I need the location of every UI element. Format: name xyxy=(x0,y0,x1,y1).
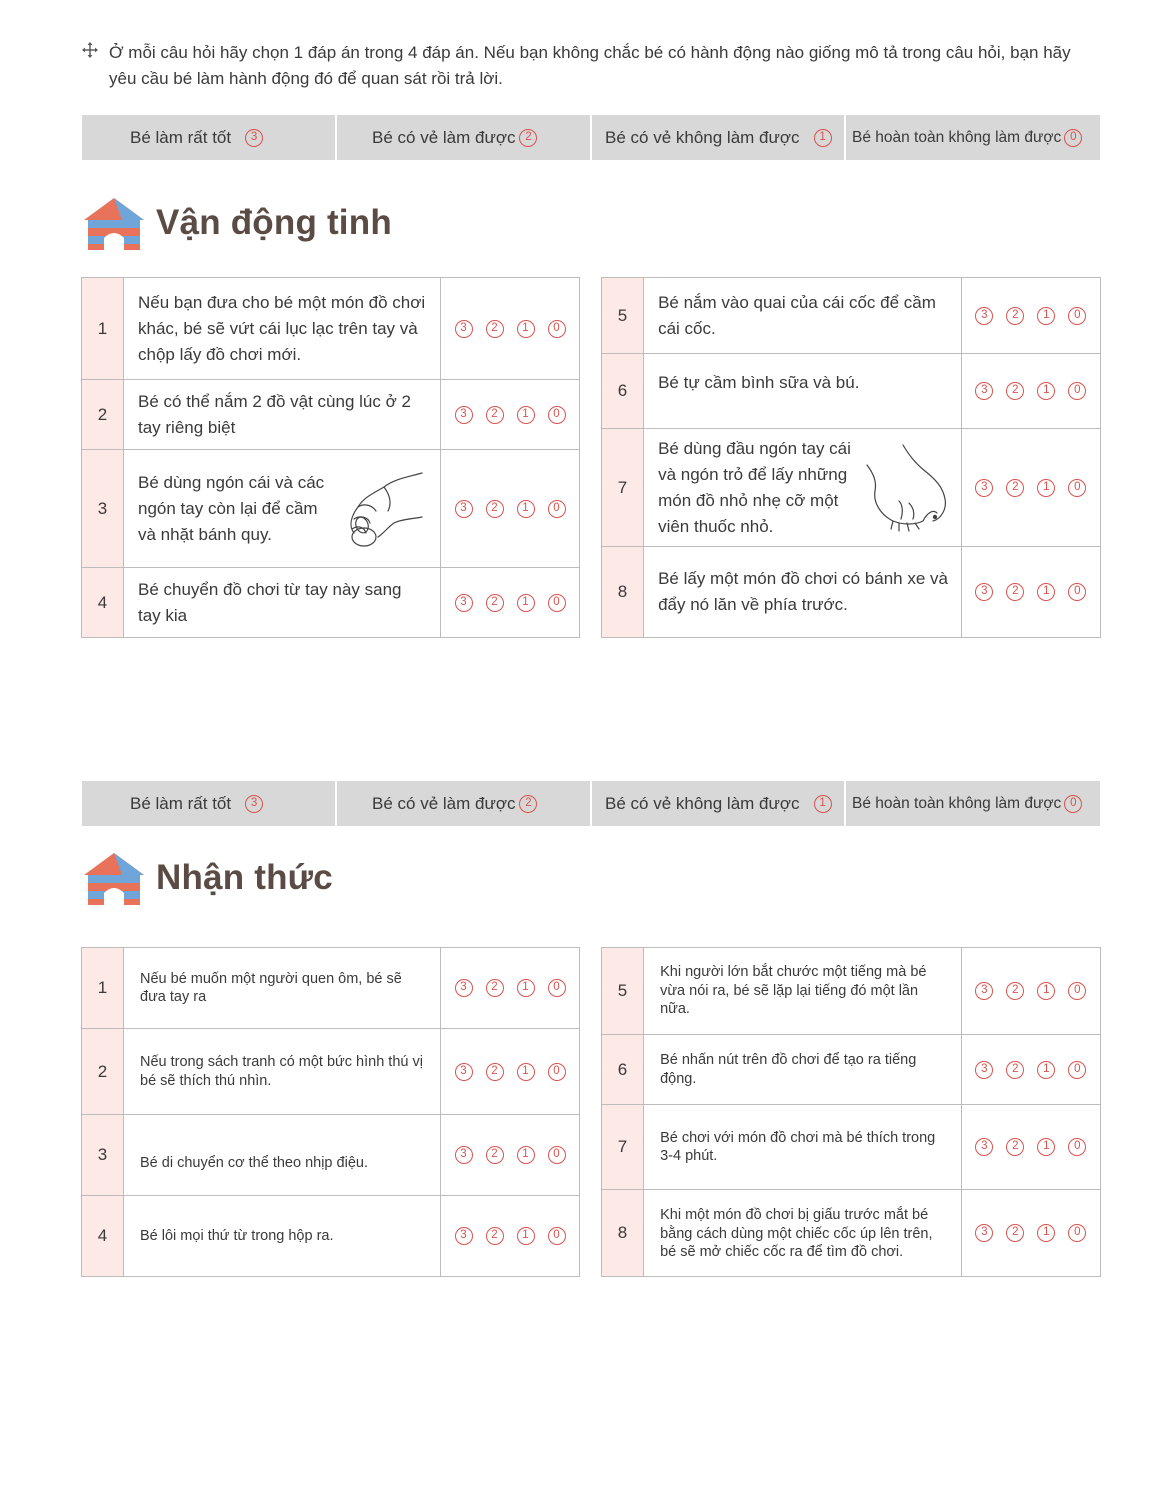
answer-1[interactable]: 1 xyxy=(1037,479,1055,497)
answer-0[interactable]: 0 xyxy=(548,979,566,997)
table-row: 5 Khi người lớn bắt chước một tiếng mà bé vừa nói ra, bé sẽ lặp lại tiếng đó một lần nữa. 3 2 1 0 xyxy=(602,948,1101,1035)
answer-choices xyxy=(961,1105,1100,1190)
answer-1[interactable]: 1 xyxy=(517,1227,535,1245)
table-row: 4 Bé lôi mọi thứ từ trong hộp ra. 3 2 1 0 xyxy=(82,1196,580,1277)
answer-0[interactable]: 0 xyxy=(548,320,566,338)
score-2-icon: 2 xyxy=(519,129,537,147)
answer-choices xyxy=(961,354,1100,429)
answer-choices xyxy=(961,1035,1100,1105)
cognition-table-left xyxy=(81,947,580,1277)
table-row: 3 Bé di chuyển cơ thể theo nhịp điệu. 3 2 1 0 xyxy=(82,1115,580,1196)
table-row: 2 Bé có thể nắm 2 đồ vật cùng lúc ở 2 tay riêng biệt 3 2 1 0 xyxy=(82,380,580,450)
answer-2[interactable]: 2 xyxy=(486,979,504,997)
table-row: 8 Bé lấy một món đồ chơi có bánh xe và đẩy nó lăn về phía trước. 3 2 1 0 xyxy=(602,547,1101,638)
answer-1[interactable]: 1 xyxy=(1037,307,1055,325)
score-1-icon: 1 xyxy=(814,795,832,813)
answer-2[interactable]: 2 xyxy=(1006,1061,1024,1079)
answer-2[interactable]: 2 xyxy=(486,320,504,338)
legend-cannot-do: Bé có vẻ không làm được 1 xyxy=(592,115,844,160)
answer-choices xyxy=(441,1115,580,1196)
answer-0[interactable]: 0 xyxy=(548,1063,566,1081)
answer-1[interactable]: 1 xyxy=(517,979,535,997)
fine-motor-table-left xyxy=(81,277,580,638)
table-row: 6 Bé nhấn nút trên đồ chơi để tạo ra tiếng động. 3 2 1 0 xyxy=(602,1035,1101,1105)
answer-0[interactable]: 0 xyxy=(548,594,566,612)
table-row: 6 Bé tự cầm bình sữa và bú. 3 2 1 0 xyxy=(602,354,1101,429)
legend-very-good: Bé làm rất tốt 3 xyxy=(82,115,335,160)
answer-3[interactable]: 3 xyxy=(455,1063,473,1081)
answer-3[interactable]: 3 xyxy=(455,979,473,997)
cognition-table-right xyxy=(601,947,1101,1277)
intro-text: Ở mỗi câu hỏi hãy chọn 1 đáp án trong 4 đáp án. Nếu bạn không chắc bé có hành động nào giống mô tả trong câu hỏi, bạn hãy yêu cầu bé làm hành động đó để quan sát rồi trả lời. xyxy=(109,43,1071,88)
answer-0[interactable]: 0 xyxy=(1068,583,1086,601)
answer-1[interactable]: 1 xyxy=(517,594,535,612)
house-icon xyxy=(82,196,146,250)
score-legend xyxy=(82,781,1102,826)
answer-1[interactable]: 1 xyxy=(517,320,535,338)
answer-2[interactable]: 2 xyxy=(1006,583,1024,601)
answer-choices xyxy=(441,1196,580,1277)
answer-0[interactable]: 0 xyxy=(1068,1224,1086,1242)
answer-1[interactable]: 1 xyxy=(1037,1224,1055,1242)
legend-can-do: Bé có vẻ làm được 2 xyxy=(337,781,590,826)
answer-1[interactable]: 1 xyxy=(1037,583,1055,601)
table-row: 1 Nếu bạn đưa cho bé một món đồ chơi khác, bé sẽ vứt cái lục lạc trên tay và chộp lấy đồ chơi mới. 3 2 1 0 xyxy=(82,278,580,380)
answer-3[interactable]: 3 xyxy=(975,1224,993,1242)
answer-3[interactable]: 3 xyxy=(975,1138,993,1156)
section-title-text: Nhận thức xyxy=(156,858,333,897)
hand-grasping-icon xyxy=(338,467,428,551)
section-title-fine-motor xyxy=(82,196,392,250)
section-title-cognition xyxy=(82,851,333,905)
score-legend xyxy=(82,115,1102,160)
legend-not-at-all: Bé hoàn toàn không làm được 0 xyxy=(846,781,1100,826)
score-3-icon: 3 xyxy=(245,795,263,813)
table-row: 5 Bé nắm vào quai của cái cốc để cầm cái cốc. 3 2 1 0 xyxy=(602,278,1101,354)
answer-1[interactable]: 1 xyxy=(1037,382,1055,400)
table-row: 7 Bé chơi với món đồ chơi mà bé thích trong 3-4 phút. 3 2 1 0 xyxy=(602,1105,1101,1190)
answer-0[interactable]: 0 xyxy=(1068,479,1086,497)
answer-3[interactable]: 3 xyxy=(975,382,993,400)
answer-3[interactable]: 3 xyxy=(455,500,473,518)
answer-2[interactable]: 2 xyxy=(486,1146,504,1164)
table-row: 8 Khi một món đồ chơi bị giấu trước mắt bé bằng cách dùng một chiếc cốc úp lên trên, bé sẽ mở chiếc cốc ra để tìm đồ chơi. 3 2 1 0 xyxy=(602,1190,1101,1277)
answer-2[interactable]: 2 xyxy=(486,406,504,424)
answer-choices xyxy=(961,278,1100,354)
answer-choices xyxy=(441,380,580,450)
answer-3[interactable]: 3 xyxy=(455,406,473,424)
answer-0[interactable]: 0 xyxy=(548,406,566,424)
answer-2[interactable]: 2 xyxy=(1006,1138,1024,1156)
score-3-icon: 3 xyxy=(245,129,263,147)
legend-cannot-do: Bé có vẻ không làm được 1 xyxy=(592,781,844,826)
legend-not-at-all: Bé hoàn toàn không làm được 0 xyxy=(846,115,1100,160)
answer-2[interactable]: 2 xyxy=(486,1227,504,1245)
answer-1[interactable]: 1 xyxy=(517,1146,535,1164)
score-1-icon: 1 xyxy=(814,129,832,147)
answer-2[interactable]: 2 xyxy=(486,500,504,518)
score-2-icon: 2 xyxy=(519,795,537,813)
table-row: 1 Nếu bé muốn một người quen ôm, bé sẽ đưa tay ra 3 2 1 0 xyxy=(82,948,580,1029)
answer-3[interactable]: 3 xyxy=(975,583,993,601)
answer-1[interactable]: 1 xyxy=(517,1063,535,1081)
answer-2[interactable]: 2 xyxy=(1006,479,1024,497)
answer-choices xyxy=(441,450,580,568)
intro-note xyxy=(82,40,1082,92)
answer-0[interactable]: 0 xyxy=(1068,382,1086,400)
answer-1[interactable]: 1 xyxy=(1037,1138,1055,1156)
table-row: 7 Bé dùng đầu ngón tay cái và ngón trỏ để lấy những món đồ nhỏ nhẹ cỡ một viên thuốc nhỏ. 3 2 1 0 xyxy=(602,429,1101,547)
answer-choices xyxy=(441,278,580,380)
answer-1[interactable]: 1 xyxy=(517,406,535,424)
answer-3[interactable]: 3 xyxy=(455,1146,473,1164)
answer-choices xyxy=(961,1190,1100,1277)
answer-0[interactable]: 0 xyxy=(1068,1061,1086,1079)
score-0-icon: 0 xyxy=(1064,129,1082,147)
answer-1[interactable]: 1 xyxy=(1037,982,1055,1000)
answer-0[interactable]: 0 xyxy=(548,500,566,518)
answer-1[interactable]: 1 xyxy=(517,500,535,518)
score-0-icon: 0 xyxy=(1064,795,1082,813)
answer-2[interactable]: 2 xyxy=(486,594,504,612)
table-row: 2 Nếu trong sách tranh có một bức hình thú vị bé sẽ thích thú nhìn. 3 2 1 0 xyxy=(82,1029,580,1115)
answer-3[interactable]: 3 xyxy=(975,307,993,325)
legend-can-do: Bé có vẻ làm được 2 xyxy=(337,115,590,160)
answer-choices xyxy=(441,948,580,1029)
table-row: 3 Bé dùng ngón cái và các ngón tay còn lại để cầm và nhặt bánh quy. 3 2 1 0 xyxy=(82,450,580,568)
answer-3[interactable]: 3 xyxy=(455,1227,473,1245)
answer-3[interactable]: 3 xyxy=(455,594,473,612)
answer-1[interactable]: 1 xyxy=(1037,1061,1055,1079)
answer-choices xyxy=(961,429,1100,547)
section-title-text: Vận động tinh xyxy=(156,203,392,242)
fine-motor-table-right xyxy=(601,277,1101,638)
answer-choices xyxy=(441,1029,580,1115)
answer-choices xyxy=(441,568,580,638)
answer-0[interactable]: 0 xyxy=(1068,982,1086,1000)
answer-choices xyxy=(961,547,1100,638)
answer-0[interactable]: 0 xyxy=(548,1146,566,1164)
house-icon xyxy=(82,851,146,905)
hand-pinching-icon xyxy=(863,443,949,533)
answer-3[interactable]: 3 xyxy=(975,479,993,497)
answer-3[interactable]: 3 xyxy=(975,982,993,1000)
answer-2[interactable]: 2 xyxy=(1006,1224,1024,1242)
answer-3[interactable]: 3 xyxy=(975,1061,993,1079)
answer-choices xyxy=(961,948,1100,1035)
answer-2[interactable]: 2 xyxy=(1006,307,1024,325)
answer-2[interactable]: 2 xyxy=(486,1063,504,1081)
four-arrows-icon xyxy=(82,42,98,58)
legend-very-good: Bé làm rất tốt 3 xyxy=(82,781,335,826)
answer-2[interactable]: 2 xyxy=(1006,982,1024,1000)
answer-0[interactable]: 0 xyxy=(1068,1138,1086,1156)
answer-2[interactable]: 2 xyxy=(1006,382,1024,400)
answer-3[interactable]: 3 xyxy=(455,320,473,338)
table-row: 4 Bé chuyển đồ chơi từ tay này sang tay kia 3 2 1 0 xyxy=(82,568,580,638)
answer-0[interactable]: 0 xyxy=(548,1227,566,1245)
answer-0[interactable]: 0 xyxy=(1068,307,1086,325)
